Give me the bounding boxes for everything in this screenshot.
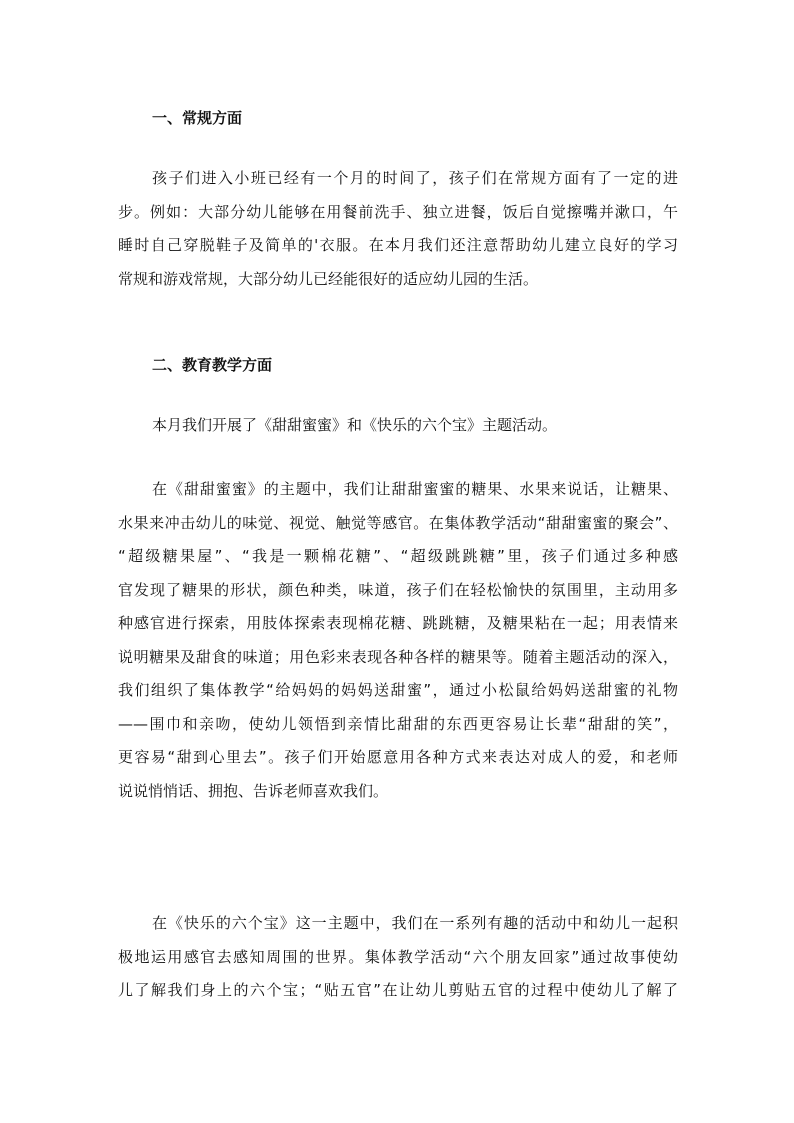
section-heading-teaching: 二、教育教学方面 [152,356,273,374]
text-line: 睡时自己穿脱鞋子及简单的'衣服。在本月我们还注意帮助幼儿建立良好的学习 [118,236,678,254]
text-line: 说明糖果及甜食的味道；用色彩来表现各种各样的糖果等。随着主题活动的深入， [118,647,678,666]
text-line: 水果来冲击幼儿的味觉、视觉、触觉等感官。在集体教学活动“甜甜蜜蜜的聚会”、 [118,513,678,532]
paragraph-routine [118,162,678,296]
text-line: 更容易“甜到心里去”。孩子们开始愿意用各种方式来表达对成人的爱，和老师 [118,748,678,766]
text-line: 儿了解我们身上的六个宝；“贴五官”在让幼儿剪贴五官的过程中使幼儿了解了 [118,981,678,999]
text-line: 本月我们开展了《甜甜蜜蜜》和《快乐的六个宝》主题活动。 [152,416,558,434]
text-line: ——围巾和亲吻，使幼儿领悟到亲情比甜甜的东西更容易让长辈“甜甜的笑”， [118,714,678,733]
text-line: 说说悄悄话、拥抱、告诉老师喜欢我们。 [118,781,389,800]
paragraph-sweet-theme [118,473,678,808]
text-line: “超级糖果屋”、“我是一颗棉花糖”、“超级跳跳糖”里，孩子们通过多种感 [118,547,678,565]
text-line: 种感官进行探索，用肢体探索表现棉花糖、跳跳糖，及糖果粘在一起；用表情来 [118,614,678,632]
paragraph-themes-intro [118,409,678,443]
text-line: 孩子们进入小班已经有一个月的时间了，孩子们在常规方面有了一定的进 [152,169,678,187]
text-line: 在《甜甜蜜蜜》的主题中，我们让甜甜蜜蜜的糖果、水果来说话，让糖果、 [152,480,678,498]
paragraph-six-treasures-theme [118,907,678,1008]
text-line: 常规和游戏常规，大部分幼儿已经能很好的适应幼儿园的生活。 [118,269,539,288]
text-line: 极地运用感官去感知周围的世界。集体教学活动“六个朋友回家”通过故事使幼 [118,947,678,966]
text-line: 步。例如：大部分幼儿能够在用餐前洗手、独立进餐，饭后自觉擦嘴并漱口，午 [118,202,678,221]
section-heading-routine: 一、常规方面 [152,109,243,127]
text-line: 我们组织了集体教学“给妈妈的妈妈送甜蜜”，通过小松鼠给妈妈送甜蜜的礼物 [118,681,678,699]
text-line: 官发现了糖果的形状，颜色种类，味道，孩子们在轻松愉快的氛围里，主动用多 [118,580,678,599]
text-line: 在《快乐的六个宝》这一主题中，我们在一系列有趣的活动中和幼儿一起积 [152,914,678,932]
